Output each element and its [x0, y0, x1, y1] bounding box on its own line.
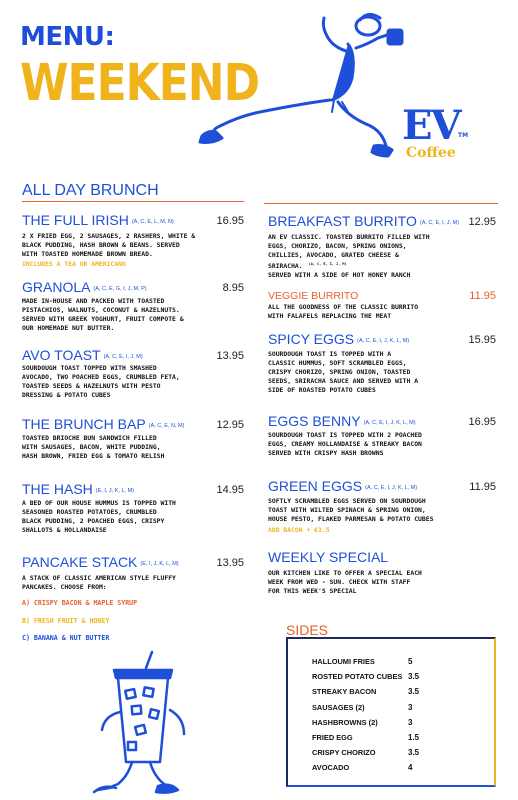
side-item-name: HALLOUMI FRIES [312, 657, 375, 666]
veggie-burrito-price: 11.95 [469, 290, 496, 302]
running-man-illustration [160, 8, 430, 158]
spicy-eggs-name: SPICY EGGS (A, C, E, I, J, K, L, M) [268, 331, 410, 347]
add-bacon-note: ADD BACON + €3.5 [268, 526, 330, 534]
ev-logo: EV [402, 102, 460, 149]
hash-description: A BED OF OUR HOUSE HUMMUS IS TOPPED WITH SEASONED ROASTED POTATOES, CRUMBLED BLACK PUDDING, 2 POACHED EGGS, CRISPY SHALLOTS & HOLLANDAISE [22, 499, 176, 534]
coffee-wordmark: Coffee [406, 145, 456, 161]
full-irish-price: 16.95 [216, 215, 244, 227]
menu-label: MENU: [20, 22, 115, 52]
side-item-name: ROSTED POTATO CUBES [312, 672, 403, 682]
side-item-price: 3.5 [408, 748, 420, 758]
eggs-benny-name: EGGS BENNY (A, C, E, I, J, K, L, M) [268, 413, 416, 429]
weekly-special-description: OUR KITCHEN LIKE TO OFFER A SPECIAL EACH WEEK FROM WED - SUN. CHECK WITH STAFF FOR THIS WEEK'S SPECIAL [268, 569, 422, 595]
side-item-price: 3 [408, 702, 413, 712]
full-irish-note: INCLUDES A TEA OR AMERICANO [22, 260, 126, 268]
side-item-name: FRIED EGG [312, 733, 353, 742]
granola-price: 8.95 [222, 282, 244, 294]
spicy-eggs-description: SOURDOUGH TOAST IS TOPPED WITH A CLASSIC HUMMUS, SOFT SCRAMBLED EGGS, CRISPY CHORIZO, SPRING ONION, TOASTED SEEDS, SRIRACHA SAUCE AND SERVED WITH A SIDE OF ROASTED POTATO CUBES [268, 350, 419, 394]
granola-name: GRANOLA (A, C, E, G, I, J, M, P) [22, 279, 147, 295]
side-item-price: 3 [408, 717, 413, 727]
right-column-divider [264, 203, 498, 204]
sides-title: SIDES [286, 622, 329, 638]
side-item-name: SAUSAGES (2) [312, 702, 365, 712]
side-item-name: AVOCADO [312, 763, 350, 773]
green-eggs-price: 11.95 [469, 481, 496, 493]
pancake-option-c: C) BANANA & NUT BUTTER [22, 634, 110, 642]
pancake-option-b: B) FRESH FRUIT & HONEY [22, 617, 110, 625]
side-item-name: STREAKY BACON [312, 687, 377, 697]
breakfast-burrito-price: 12.95 [468, 216, 496, 228]
section-divider [22, 201, 244, 202]
weekend-title: WEEKEND [20, 54, 260, 113]
brunch-bap-description: TOASTED BRIOCHE BUN SANDWICH FILLED WITH SAUSAGES, BACON, WHITE PUDDING, HASH BROWN, FRIED EGG & TOMATO RELISH [22, 434, 165, 460]
veggie-burrito-description: ALL THE GOODNESS OF THE CLASSIC BURRITO WITH FALAFELS REPLACING THE MEAT [268, 303, 419, 320]
iced-drink-cup-illustration [92, 650, 192, 798]
hash-name: THE HASH (E, I, J, K, L, M) [22, 481, 134, 497]
pancake-stack-description: A STACK OF CLASSIC AMERICAN STYLE FLUFFY PANCAKES. CHOOSE FROM: [22, 574, 176, 591]
brunch-bap-price: 12.95 [216, 419, 244, 431]
pancake-stack-name: PANCAKE STACK (E, I, J, K, L, M) [22, 554, 179, 570]
weekly-special-title: WEEKLY SPECIAL [268, 549, 389, 565]
hash-price: 14.95 [216, 484, 244, 496]
side-item-price: 5 [408, 657, 413, 666]
granola-description: MADE IN-HOUSE AND PACKED WITH TOASTED PISTACHIOS, WALNUTS, COCONUT & HAZELNUTS. SERVED WITH GREEK YOGHURT, FRUIT COMPOTE & OUR HOMEMADE NUT BUTTER. [22, 297, 184, 332]
side-item-price: 1.5 [408, 733, 420, 742]
green-eggs-name: GREEN EGGS (A, C, E, I, J, K, L, M) [268, 478, 418, 494]
avo-toast-description: SOURDOUGH TOAST TOPPED WITH SMASHED AVOCADO, TWO POACHED EGGS, CRUMBLED FETA, TOASTED SEEDS & HAZELNUTS WITH PESTO DRESSING & POTATO CUBES [22, 364, 180, 399]
breakfast-burrito-description: AN EV CLASSIC. TOASTED BURRITO FILLED WITH EGGS, CHORIZO, BACON, SPRING ONIONS, CHILLIES, AVOCADO, GRATED CHEESE & SRIRACHA. $^{(A, C, E, I, J, M)}$ SERVED WITH A SIDE OF HOT HONEY RANCH [268, 233, 430, 279]
green-eggs-description: SOFTLY SCRAMBLED EGGS SERVED ON SOURDOUGH TOAST WITH WILTED SPINACH & SPRING ONION, HOUSE PESTO, FLAKED PARMESAN & POTATO CUBES [268, 497, 434, 523]
avo-toast-name: AVO TOAST (A, C, E, I, J, M) [22, 347, 143, 363]
side-item-price: 3.5 [408, 672, 420, 682]
all-day-brunch-title: ALL DAY BRUNCH [22, 182, 159, 199]
pancake-stack-price: 13.95 [216, 557, 244, 569]
side-item-price: 3.5 [408, 687, 420, 697]
full-irish-name: THE FULL IRISH (A, C, E, L, M, N) [22, 212, 174, 228]
side-item-price: 4 [408, 763, 413, 773]
avo-toast-price: 13.95 [216, 350, 244, 362]
breakfast-burrito-name: BREAKFAST BURRITO (A, C, E, I, J, M) [268, 213, 459, 229]
trademark-mark: TM [458, 132, 469, 139]
pancake-option-a: A) CRISPY BACON & MAPLE SYRUP [22, 599, 138, 607]
eggs-benny-price: 16.95 [468, 416, 496, 428]
side-item-name: CRISPY CHORIZO [312, 748, 376, 758]
veggie-burrito-name: VEGGIE BURRITO [268, 290, 359, 302]
spicy-eggs-price: 15.95 [468, 334, 496, 346]
brunch-bap-name: THE BRUNCH BAP (A, C, E, N, M) [22, 416, 185, 432]
eggs-benny-description: SOURDOUGH TOAST IS TOPPED WITH 2 POACHED EGGS, CREAMY HOLLANDAISE & STREAKY BACON SERVED WITH CRISPY HASH BROWNS [268, 431, 422, 457]
side-item-name: HASHBROWNS (2) [312, 717, 378, 727]
full-irish-description: 2 X FRIED EGG, 2 SAUSAGES, 2 RASHERS, WHITE & BLACK PUDDING, HASH BROWN & BEANS. SERVED WITH TOASTED HOMEMADE BROWN BREAD. [22, 232, 196, 258]
